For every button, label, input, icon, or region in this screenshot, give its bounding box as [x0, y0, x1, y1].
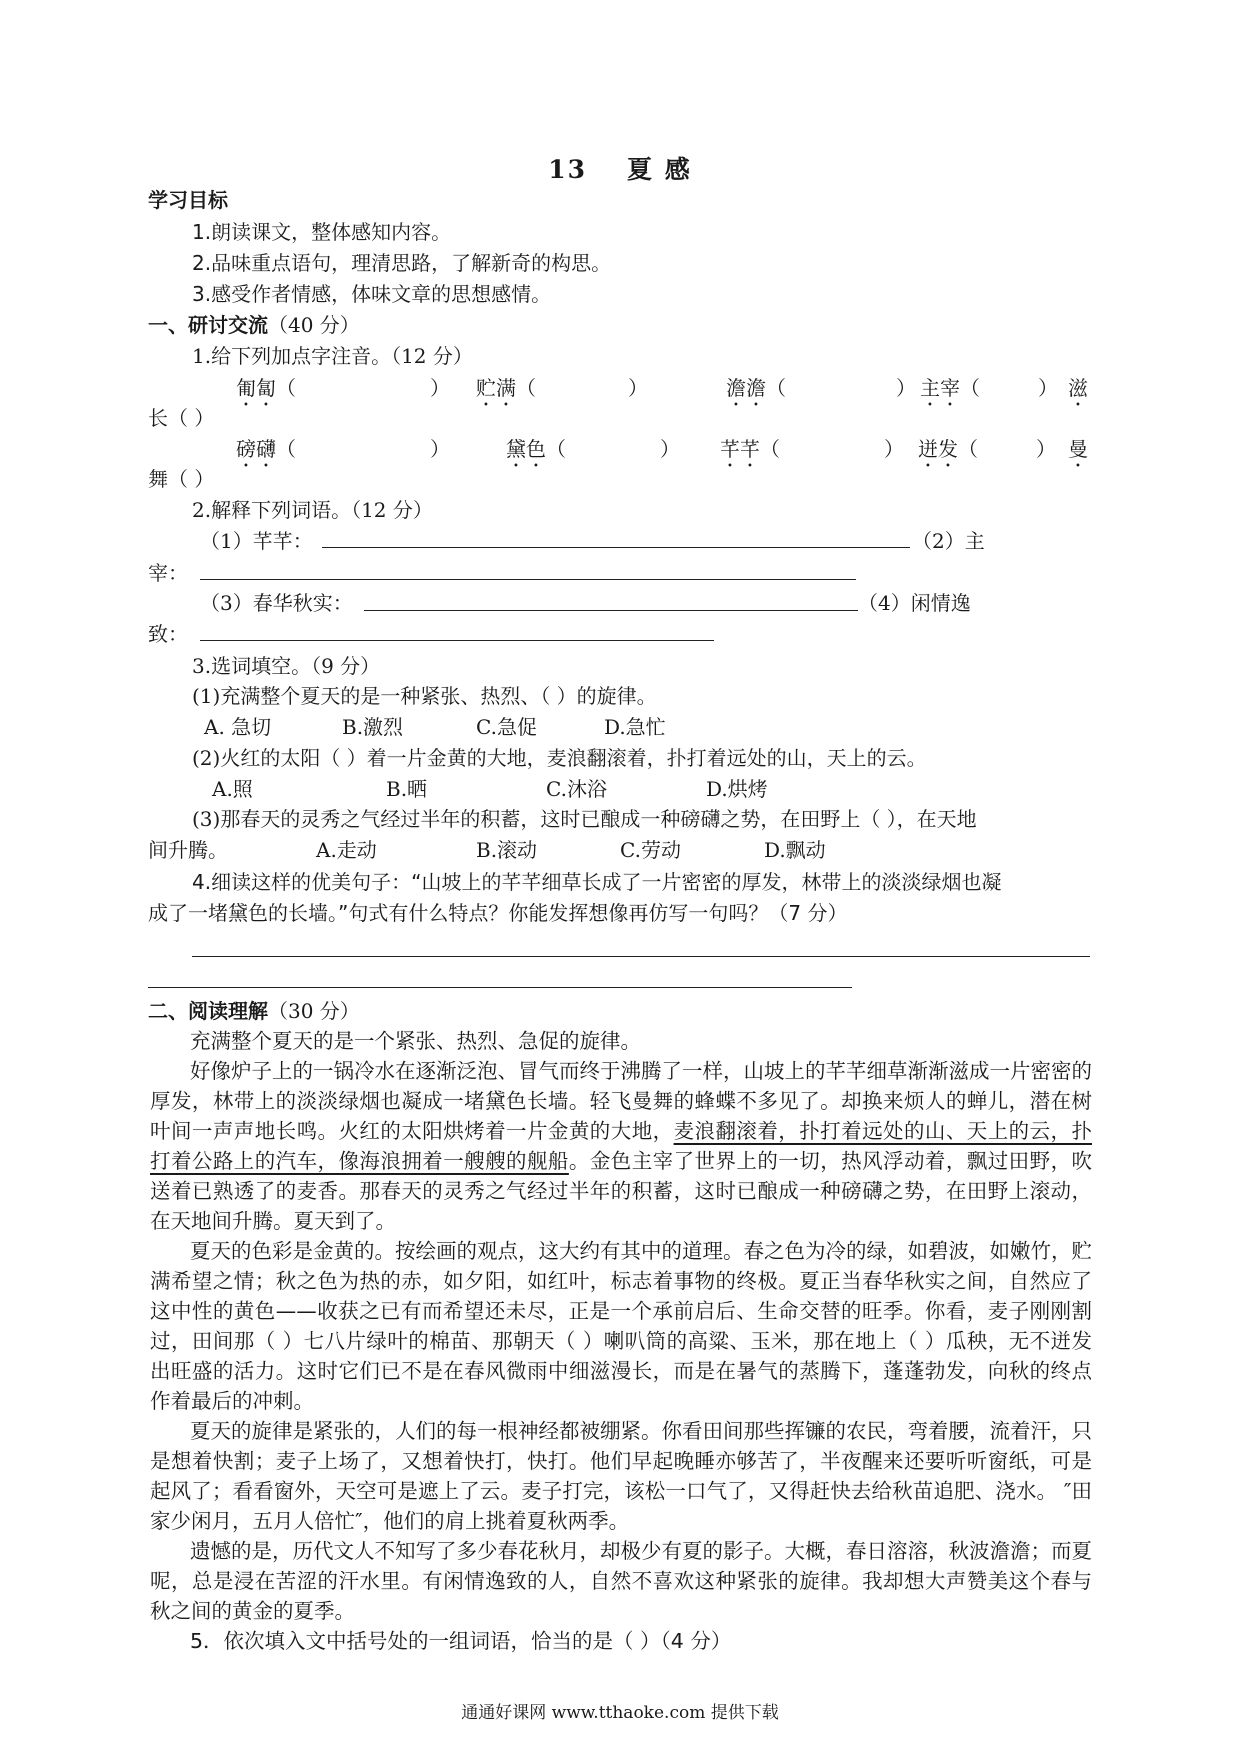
- q1-word-zizhang-cont: 长（ ）: [148, 406, 215, 430]
- bracket-close: ）: [1038, 376, 1058, 400]
- q3-sentence2: (2)火红的太阳（ ）着一片金黄的大地，麦浪翻滚着，扑打着远处的山，天上的云。: [192, 746, 927, 770]
- bracket-close: ）: [430, 437, 450, 461]
- lesson-title: 夏 感: [627, 155, 692, 184]
- bracket-close: ）: [884, 437, 904, 461]
- q3-option: A. 急切: [204, 715, 272, 739]
- q2-item3: （3）春华秋实：: [200, 591, 353, 615]
- q3-sentence3a: (3)那春天的灵秀之气经过半年的积蓄，这时已酿成一种磅礴之势，在田野上（ ），在天地: [192, 807, 977, 831]
- section1-heading: 一、研讨交流（40 分）: [148, 313, 360, 337]
- q1-word-zhuman: 贮满（: [476, 376, 536, 400]
- q1-word-pangbo: 磅礴（: [236, 437, 296, 461]
- q2-item2b: 宰：: [148, 561, 188, 585]
- answer-line[interactable]: [192, 956, 1090, 957]
- q1-word-manwu: 曼: [1068, 437, 1088, 461]
- q4-line2: 成了一堵黛色的长墙。”句式有什么特点？你能发挥想像再仿写一句吗？（7 分）: [148, 901, 848, 925]
- q2-item4b: 致：: [148, 622, 188, 646]
- passage-paragraph: 遗憾的是，历代文人不知写了多少春花秋月，却极少有夏的影子。大概，春日溶溶，秋波澹澹；而夏呢，总是浸在苦涩的汗水里。有闲情逸致的人，自然不喜欢这种紧张的旋律。我却想大声赞美这个春与秋之间的黄金的夏季。: [150, 1539, 1092, 1623]
- q2-item4a: （4）闲情逸: [858, 591, 971, 615]
- q1-word-zizhang: 滋: [1068, 376, 1088, 400]
- q3-option: B.滚动: [476, 838, 538, 862]
- bracket-close: ）: [430, 376, 450, 400]
- q3-option: D.飘动: [764, 838, 826, 862]
- reading-passage: [150, 1026, 1092, 1656]
- page-title: [0, 150, 1240, 186]
- q3-option: D.烘烤: [706, 777, 768, 801]
- q3-option: B.晒: [386, 777, 428, 801]
- q1-word-qianqian: 芊芊（: [720, 437, 780, 461]
- bracket-close: ）: [660, 437, 680, 461]
- q5-stem: 5．依次填入文中括号处的一组词语，恰当的是（ ）（4 分）: [190, 1629, 732, 1653]
- q3-sentence3b: 间升腾。: [148, 838, 228, 862]
- q3-option: A.照: [212, 777, 253, 801]
- q3-option: D.急忙: [604, 715, 666, 739]
- answer-line[interactable]: [200, 640, 714, 641]
- q3-sentence1: (1)充满整个夏天的是一种紧张、热烈、（ ）的旋律。: [192, 684, 657, 708]
- objective-item: 1.朗读课文，整体感知内容。: [192, 220, 452, 244]
- q2-stem: 2.解释下列词语。（12 分）: [192, 498, 433, 522]
- q1-word-zhuzai: 主宰（: [920, 376, 980, 400]
- q1-word-manwu-cont: 舞（ ）: [148, 467, 215, 491]
- passage-paragraph: 充满整个夏天的是一个紧张、热烈、急促的旋律。: [190, 1029, 641, 1053]
- q3-option: C.劳动: [620, 838, 681, 862]
- q1-word-bengfa: 迸发（: [918, 437, 978, 461]
- bracket-close: ）: [896, 376, 916, 400]
- section2-heading: 二、阅读理解（30 分）: [148, 999, 360, 1023]
- objective-item: 3.感受作者情感，体味文章的思想感情。: [192, 282, 552, 306]
- q3-option: A.走动: [316, 838, 377, 862]
- q4-line1: 4.细读这样的优美句子：“山坡上的芊芊细草长成了一片密密的厚发，林带上的淡淡绿烟也凝: [192, 870, 1002, 894]
- q1-word-daise: 黛色（: [506, 437, 566, 461]
- bracket-close: ）: [1036, 437, 1056, 461]
- q1-stem: 1.给下列加点字注音。（12 分）: [192, 344, 473, 368]
- passage-paragraph: 夏天的旋律是紧张的，人们的每一根神经都被绷紧。你看田间那些挥镰的农民，弯着腰，流着汗，只是想着快割；麦子上场了，又想着快打，快打。他们早起晚睡亦够苦了，半夜醒来还要听听窗纸，可是起风了；看看窗外，天空可是遮上了云。麦子打完，该松一口气了，又得赶快去给秋苗追肥、浇水。 ″田家少闲月，五月人倍忙″，他们的肩上挑着夏秋两季。: [150, 1419, 1092, 1533]
- objectives-heading: 学习目标: [148, 188, 228, 212]
- answer-line[interactable]: [364, 610, 858, 611]
- underlined-sentence: 麦浪翻滚着，扑打着远处的山、天上的云，扑打着公路上的汽车，像海浪拥着一艘艘的舰船: [150, 1119, 1092, 1173]
- q3-option: C.沐浴: [546, 777, 607, 801]
- answer-line[interactable]: [148, 987, 852, 988]
- bracket-close: ）: [628, 376, 648, 400]
- q1-word-pufu: 匍匐（: [236, 376, 296, 400]
- q2-item1: （1）芊芊：: [200, 529, 313, 553]
- answer-line[interactable]: [322, 547, 910, 548]
- objective-item: 2.品味重点语句，理清思路，了解新奇的构思。: [192, 251, 612, 275]
- passage-paragraph: 好像炉子上的一锅冷水在逐渐泛泡、冒气而终于沸腾了一样，山坡上的芊芊细草渐渐滋成一片密密的厚发，林带上的淡淡绿烟也凝成一堵黛色长墙。轻飞曼舞的蜂蝶不多见了。却换来烦人的蝉儿，潜在树叶间一声声地长鸣。火红的太阳烘烤着一片金黄的大地，麦浪翻滚着，扑打着远处的山、天上的云，扑打着公路上的汽车，像海浪拥着一艘艘的舰船。金色主宰了世界上的一切，热风浮动着，飘过田野，吹送着已熟透了的麦香。那春天的灵秀之气经过半年的积蓄，这时已酿成一种磅礴之势，在田野上滚动，在天地间升腾。夏天到了。: [150, 1059, 1093, 1233]
- q3-option: B.激烈: [342, 715, 404, 739]
- passage-paragraph: 夏天的色彩是金黄的。按绘画的观点，这大约有其中的道理。春之色为冷的绿，如碧波，如嫩竹，贮满希望之情；秋之色为热的赤，如夕阳，如红叶，标志着事物的终极。夏正当春华秋实之间，自然应了这中性的黄色——收获之已有而希望还未尽，正是一个承前启后、生命交替的旺季。你看，麦子刚刚割过，田间那（ ）七八片绿叶的棉苗、那朝天（ ）喇叭筒的高粱、玉米，那在地上（ ）瓜秧，无不迸发出旺盛的活力。这时它们已不是在春风微雨中细滋漫长，而是在暑气的蒸腾下，蓬蓬勃发，向秋的终点作着最后的冲刺。: [150, 1239, 1092, 1413]
- q3-stem: 3.选词填空。（9 分）: [192, 654, 381, 678]
- q2-item2a: （2）主: [912, 529, 985, 553]
- q3-option: C.急促: [476, 715, 537, 739]
- lesson-number: 13: [548, 155, 588, 184]
- page-footer: 通通好课网 www.tthaoke.com 提供下载: [461, 1703, 779, 1723]
- answer-line[interactable]: [200, 579, 856, 580]
- q1-word-dandan: 澹澹（: [726, 376, 786, 400]
